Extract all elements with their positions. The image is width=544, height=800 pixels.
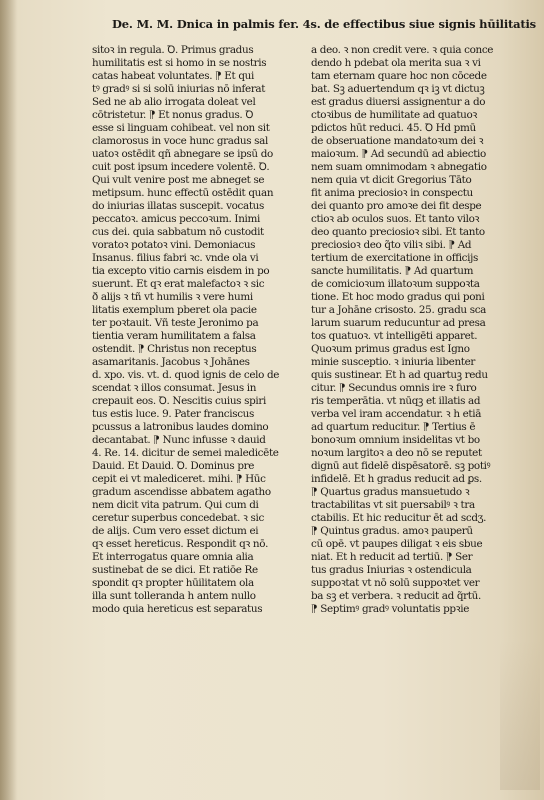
text-line: a deo. ꝛ non credit vere. ꝛ quia conce bbox=[311, 44, 494, 56]
text-line: tus gradus Iniurias ꝛ ostendicula bbox=[311, 564, 472, 576]
text-line: asamaritanis. Jacobus ꝛ Johānes bbox=[92, 356, 250, 368]
text-line: tione. Et hoc modo gradus qui poni bbox=[311, 291, 485, 303]
text-line: 4. Re. 14. dicitur de semei maledicēte bbox=[92, 447, 279, 459]
text-line: deo quanto preciosioꝛ sibi. Et tanto bbox=[311, 226, 485, 238]
text-line: Qui vult venire post me abneget se bbox=[92, 174, 265, 186]
text-line: ð alijs ꝛ tñ vt humilis ꝛ vere humi bbox=[92, 291, 253, 303]
text-line: tia excepto vitio carnis eisdem in po bbox=[92, 265, 270, 277]
text-line: nem quia vt dicit Gregorius Tāto bbox=[311, 174, 472, 186]
text-line: clamorosus in voce hunc gradus sal bbox=[92, 135, 268, 147]
text-line: ceretur superbus concedebat. ꝛ sic bbox=[92, 512, 264, 524]
text-line: larum suarum reducuntur ad presa bbox=[311, 317, 486, 329]
text-line: tientia veram humilitatem a falsa bbox=[92, 330, 256, 342]
text-line: metipsum. hunc effectū ostēdit quan bbox=[92, 187, 274, 199]
text-line: cepit ei vt malediceret. mihi. ⁋ Hūc bbox=[92, 473, 266, 485]
right-text-column bbox=[311, 44, 521, 616]
text-line: esse si linguam cohibeat. vel non sit bbox=[92, 122, 270, 134]
text-line: modo quia hereticus est separatus bbox=[92, 603, 263, 615]
text-line: nem dicit vita patrum. Qui cum di bbox=[92, 499, 259, 511]
text-line: bat. Sꝫ aduertendum qꝛ iꝫ vt dictuꝫ bbox=[311, 83, 485, 95]
text-line: cuit post ipsum incedere volentē. Ꝺ. bbox=[92, 161, 270, 173]
text-line: Sed ne ab alio irrogata doleat vel bbox=[92, 96, 256, 108]
text-line: ctabilis. Et hic reducitur ēt ad scdʒ. bbox=[311, 512, 487, 524]
text-line: spondit qꝛ propter hūilitatem ola bbox=[92, 577, 254, 589]
text-line: tos quatuoꝛ. vt intelligēti apparet. bbox=[311, 330, 478, 342]
text-line: decantabat. ⁋ Nunc infusse ꝛ dauid bbox=[92, 434, 266, 446]
text-line: d. xpo. vis. vt. d. quod ignis de celo de bbox=[92, 369, 280, 381]
text-line: Quoꝛum primus gradus est Igno bbox=[311, 343, 470, 355]
text-line: voratoꝛ potatoꝛ vini. Demoniacus bbox=[92, 239, 256, 251]
text-line: niat. Et h reducit ad tertiū. ⁋ Ser bbox=[311, 551, 473, 563]
text-line: ⁋ Septimꝰ gradꝰ voluntatis ppꝛie bbox=[311, 603, 470, 615]
text-line: verba vel iram accendatur. ꝛ h etiā bbox=[311, 408, 482, 420]
running-head: De. M. M. Dnica in palmis fer. 4s. de effectibus siue signis hūilitatis bbox=[112, 17, 536, 31]
text-line: tertium de exercitatione in officijs bbox=[311, 252, 478, 264]
text-line: dendo h pdebat ola merita sua ꝛ vi bbox=[311, 57, 481, 69]
text-line: qꝛ esset hereticus. Respondit qꝛ nō. bbox=[92, 538, 269, 550]
text-line: sitoꝛ in regula. Ꝺ. Primus gradus bbox=[92, 44, 254, 56]
text-line: humilitatis est si homo in se nostris bbox=[92, 57, 267, 69]
text-line: noꝛum largitoꝛ a deo nō se reputet bbox=[311, 447, 482, 459]
text-line: catas habeat voluntates. ⁋ Et qui bbox=[92, 70, 254, 82]
text-line: de obseruatione mandatoꝛum dei ꝛ bbox=[311, 135, 484, 147]
text-line: minie susceptio. ꝛ iniuria libenter bbox=[311, 356, 476, 368]
text-line: ctoꝛibus de humilitate ad quatuoꝛ bbox=[311, 109, 477, 121]
text-line: ctioꝛ ab oculos suos. Et tanto viloꝛ bbox=[311, 213, 480, 225]
text-line: pdictos hūt reduci. 45. Ꝺ Hd pmū bbox=[311, 122, 476, 134]
text-line: Insanus. filius fabri ꝛc. vnde ola vi bbox=[92, 252, 259, 264]
text-line: maioꝛum. ⁋ Ad secundū ad abiectio bbox=[311, 148, 486, 160]
text-line: ⁋ Quartus gradus mansuetudo ꝛ bbox=[311, 486, 470, 498]
text-line: ⁋ Quintus gradus. amoꝛ pauperū bbox=[311, 525, 473, 537]
text-line: illa sunt tolleranda h antem nullo bbox=[92, 590, 256, 602]
text-line: do iniurias illatas suscepit. vocatus bbox=[92, 200, 265, 212]
text-line: de alijs. Cum vero esset dictum ei bbox=[92, 525, 259, 537]
text-line: litatis exemplum pberet ola pacie bbox=[92, 304, 257, 316]
text-line: scendat ꝛ illos consumat. Jesus in bbox=[92, 382, 257, 394]
text-line: cū opē. vt paupes diligat ꝛ eis sbue bbox=[311, 538, 483, 550]
text-line: Dauid. Et Dauid. Ꝺ. Dominus pre bbox=[92, 460, 255, 472]
text-line: suerunt. Et qꝛ erat malefactoꝛ ꝛ sic bbox=[92, 278, 265, 290]
text-line: peccatoꝛ. amicus peccoꝛum. Inimi bbox=[92, 213, 260, 225]
text-line: de comicioꝛum illatoꝛum suppoꝛta bbox=[311, 278, 480, 290]
page-corner-shadow bbox=[500, 640, 540, 790]
text-line: gradum ascendisse abbatem agatho bbox=[92, 486, 271, 498]
text-line: pcussus a latronibus laudes domino bbox=[92, 421, 269, 433]
text-line: sustinebat de se dici. Et ratiōe Re bbox=[92, 564, 258, 576]
text-line: quis sustinear. Et h ad quartuꝫ redu bbox=[311, 369, 488, 381]
text-line: bonoꝛum omnium insidelitas vt bo bbox=[311, 434, 480, 446]
text-line: suppoꝛtat vt nō solū suppoꝛtet ver bbox=[311, 577, 480, 589]
text-line: dei quanto pro amoꝛe dei fit despe bbox=[311, 200, 482, 212]
text-line: crepauit eos. Ꝺ. Nescitis cuius spiri bbox=[92, 395, 266, 407]
text-line: sancte humilitatis. ⁋ Ad quartum bbox=[311, 265, 474, 277]
text-line: tꝰ gradꝰ si si solū iniurias nō inferat bbox=[92, 83, 266, 95]
text-line: est gradus diuersi assignentur a do bbox=[311, 96, 486, 108]
text-line: ter poꝛtauit. Vñ teste Jeronimo pa bbox=[92, 317, 259, 329]
text-line: Et interrogatus quare omnia alia bbox=[92, 551, 254, 563]
text-line: ostendit. ⁋ Christus non receptus bbox=[92, 343, 257, 355]
text-line: tam eternam quare hoc non cōcede bbox=[311, 70, 487, 82]
text-line: ba sꝫ et verbera. ꝛ reducit ad q̃rtū. bbox=[311, 590, 481, 602]
left-text-column bbox=[92, 44, 302, 616]
text-line: cōtristetur. ⁋ Et nonus gradus. Ꝺ bbox=[92, 109, 254, 121]
text-line: cus dei. quia sabbatum nō custodit bbox=[92, 226, 264, 238]
text-line: ris temperātia. vt nūqꝫ et illatis ad bbox=[311, 395, 481, 407]
text-line: fit anima preciosioꝛ in conspectu bbox=[311, 187, 473, 199]
text-line: uatoꝛ ostēdit qñ abnegare se ipsū do bbox=[92, 148, 273, 160]
text-line: preciosioꝛ deo q̃to viliꝛ sibi. ⁋ Ad bbox=[311, 239, 472, 251]
text-line: ad quartum reducitur. ⁋ Tertius ē bbox=[311, 421, 476, 433]
text-line: citur. ⁋ Secundus omnis ire ꝛ furo bbox=[311, 382, 477, 394]
text-line: tur a Johāne crisosto. 25. gradu sca bbox=[311, 304, 487, 316]
text-line: infidelē. Et h gradus reducit ad ꝑs. bbox=[311, 473, 482, 485]
text-line: tus estis luce. 9. Pater franciscus bbox=[92, 408, 255, 420]
text-line: tractabilitas vt sit puersabilꝰ ꝛ tra bbox=[311, 499, 475, 511]
text-line: nem suam omnimodam ꝛ abnegatio bbox=[311, 161, 487, 173]
text-line: dignū aut fidelē dispēsatorē. sꝫ potiꝰ bbox=[311, 460, 491, 472]
